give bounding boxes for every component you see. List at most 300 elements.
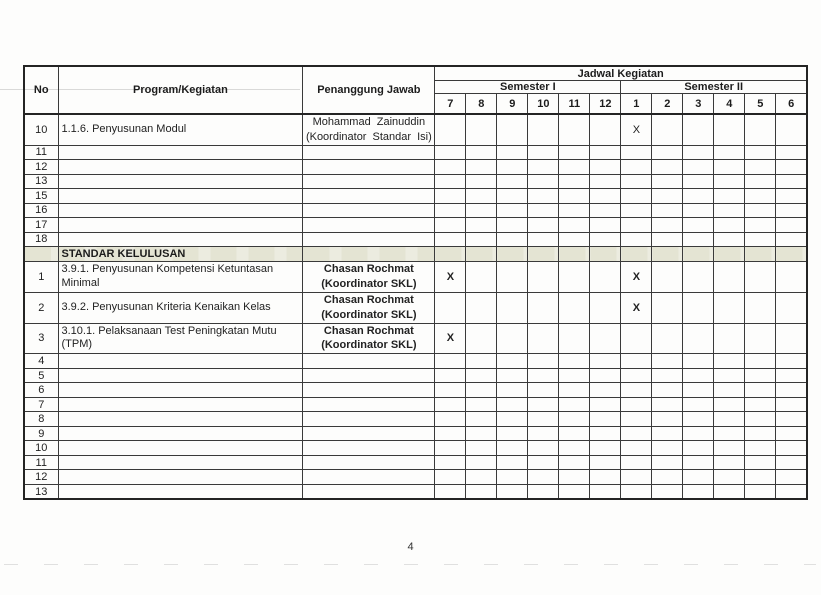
table-row: [24, 455, 807, 470]
month-cell: [776, 160, 807, 175]
month-cell: [683, 203, 714, 218]
month-cell: [497, 160, 528, 175]
month-cell: [745, 412, 776, 427]
penanggung-cell: [303, 203, 435, 218]
penanggung-role: (Koordinator SKL): [321, 339, 417, 352]
month-cell: [621, 160, 652, 175]
month-cell: [497, 455, 528, 470]
month-cell: [466, 189, 497, 204]
program-cell: [58, 397, 303, 412]
month-cell: [590, 323, 621, 354]
month-cell: [745, 262, 776, 293]
month-cell: [652, 189, 683, 204]
month-cell: [621, 412, 652, 427]
month-cell: [652, 470, 683, 485]
month-cell: [497, 114, 528, 145]
month-cell: [683, 426, 714, 441]
month-cell: [497, 189, 528, 204]
month-cell: [776, 114, 807, 145]
month-cell: [745, 426, 776, 441]
month-cell: [466, 470, 497, 485]
month-cell: [652, 160, 683, 175]
month-cell: [466, 484, 497, 499]
month-cell: [776, 247, 807, 262]
month-cell: [683, 470, 714, 485]
month-cell: [621, 232, 652, 247]
month-cell: [559, 412, 590, 427]
col-header-semester-1: Semester I: [435, 81, 621, 94]
month-cell: [776, 455, 807, 470]
penanggung-cell: [303, 323, 435, 354]
table-row: [24, 232, 807, 247]
month-cell: [745, 354, 776, 369]
month-cell: [776, 232, 807, 247]
month-cell: [714, 455, 745, 470]
month-cell: [621, 470, 652, 485]
month-cell: [714, 323, 745, 354]
table-row: [24, 160, 807, 175]
month-cell: [652, 441, 683, 456]
penanggung-cell: [303, 412, 435, 427]
penanggung-cell: [303, 354, 435, 369]
month-cell: [497, 232, 528, 247]
month-cell: [776, 174, 807, 189]
month-cell: [559, 397, 590, 412]
month-cell: [497, 354, 528, 369]
month-cell: [714, 354, 745, 369]
month-cell: [559, 470, 590, 485]
month-cell: [652, 323, 683, 354]
program-cell: [58, 470, 303, 485]
month-cell: [621, 397, 652, 412]
month-cell: [621, 203, 652, 218]
row-no-cell: 15: [24, 189, 58, 204]
month-cell: [714, 247, 745, 262]
month-cell: [466, 323, 497, 354]
month-cell: [652, 455, 683, 470]
month-cell: [776, 262, 807, 293]
row-no-cell: 6: [24, 383, 58, 398]
col-header-month: 10: [528, 94, 559, 115]
month-cell: [590, 218, 621, 233]
month-cell: [652, 368, 683, 383]
month-cell: [776, 470, 807, 485]
month-cell: [590, 368, 621, 383]
table-row: [24, 470, 807, 485]
month-cell: [590, 383, 621, 398]
month-cell: [559, 203, 590, 218]
col-header-month: 11: [559, 94, 590, 115]
penanggung-cell: [303, 160, 435, 175]
month-cell: [590, 174, 621, 189]
header-row-jadwal: [24, 66, 807, 81]
month-cell: [435, 189, 466, 204]
schedule-table: [23, 65, 808, 500]
month-cell: [776, 323, 807, 354]
month-cell: [745, 232, 776, 247]
col-header-month: 6: [776, 94, 807, 115]
month-cell: [528, 368, 559, 383]
month-cell: [435, 292, 466, 323]
section-title: STANDAR KELULUSAN: [58, 247, 303, 262]
row-no-cell: 7: [24, 397, 58, 412]
month-cell: [528, 397, 559, 412]
month-cell: [714, 470, 745, 485]
row-no-cell: 2: [24, 292, 58, 323]
month-cell: [683, 441, 714, 456]
row-no-cell: 3: [24, 323, 58, 354]
month-cell: [528, 247, 559, 262]
month-cell: [559, 455, 590, 470]
penanggung-name: Chasan Rochmat: [323, 263, 414, 276]
month-cell: [435, 441, 466, 456]
month-cell: [714, 174, 745, 189]
month-cell: [435, 354, 466, 369]
month-cell: [590, 292, 621, 323]
table-row: [24, 441, 807, 456]
row-no-cell: 1: [24, 262, 58, 293]
month-cell: [714, 145, 745, 160]
month-cell: [497, 218, 528, 233]
month-cell: [621, 354, 652, 369]
month-cell: [590, 470, 621, 485]
month-cell: [435, 203, 466, 218]
page-number: 4: [407, 541, 414, 553]
month-cell: [497, 426, 528, 441]
program-cell: [58, 441, 303, 456]
month-cell: [528, 470, 559, 485]
col-header-month: 5: [745, 94, 776, 115]
month-cell: [466, 114, 497, 145]
row-no-cell: 11: [24, 145, 58, 160]
month-cell: [528, 145, 559, 160]
col-header-no: No: [24, 66, 58, 114]
schedule-mark-cell: X: [435, 323, 466, 354]
month-cell: [466, 368, 497, 383]
col-header-month: 4: [714, 94, 745, 115]
program-cell: [58, 232, 303, 247]
month-cell: [776, 426, 807, 441]
table-row: [24, 323, 807, 354]
month-cell: [652, 114, 683, 145]
month-cell: [683, 174, 714, 189]
table-row: [24, 174, 807, 189]
month-cell: [683, 354, 714, 369]
month-cell: [466, 160, 497, 175]
month-cell: [497, 470, 528, 485]
month-cell: [528, 203, 559, 218]
col-header-penanggung: Penanggung Jawab: [303, 66, 435, 114]
month-cell: [528, 323, 559, 354]
month-cell: [559, 441, 590, 456]
month-cell: [435, 455, 466, 470]
month-cell: [559, 218, 590, 233]
month-cell: [497, 145, 528, 160]
penanggung-name: Mohammad Zainuddin: [312, 116, 426, 128]
month-cell: [466, 145, 497, 160]
month-cell: [435, 470, 466, 485]
program-cell: [58, 160, 303, 175]
month-cell: [745, 145, 776, 160]
row-no-cell: 13: [24, 174, 58, 189]
col-header-semester-2: Semester II: [621, 81, 807, 94]
penanggung-cell: [303, 114, 435, 145]
col-header-jadwal: Jadwal Kegiatan: [435, 66, 807, 81]
month-cell: [590, 441, 621, 456]
month-cell: [652, 174, 683, 189]
month-cell: [745, 247, 776, 262]
month-cell: [466, 441, 497, 456]
penanggung-name: Chasan Rochmat: [323, 293, 414, 306]
month-cell: [745, 160, 776, 175]
table-row: [24, 383, 807, 398]
month-cell: [528, 114, 559, 145]
month-cell: [683, 383, 714, 398]
schedule-mark-cell: X: [621, 114, 652, 145]
penanggung-role: (Koordinator SKL): [321, 278, 417, 291]
month-cell: [559, 145, 590, 160]
month-cell: [714, 203, 745, 218]
month-cell: [466, 455, 497, 470]
row-no-cell: 9: [24, 426, 58, 441]
month-cell: [776, 412, 807, 427]
month-cell: [745, 218, 776, 233]
month-cell: [652, 203, 683, 218]
month-cell: [745, 455, 776, 470]
col-header-month: 3: [683, 94, 714, 115]
month-cell: [590, 426, 621, 441]
month-cell: [528, 262, 559, 293]
row-no-cell: 10: [24, 114, 58, 145]
month-cell: [559, 174, 590, 189]
col-header-month: 1: [621, 94, 652, 115]
month-cell: [714, 232, 745, 247]
month-cell: [497, 203, 528, 218]
month-cell: [776, 397, 807, 412]
month-cell: [652, 218, 683, 233]
col-header-month: 2: [652, 94, 683, 115]
penanggung-cell: [303, 232, 435, 247]
month-cell: [776, 189, 807, 204]
program-cell: [58, 383, 303, 398]
month-cell: [528, 455, 559, 470]
month-cell: [652, 383, 683, 398]
row-no-cell: 13: [24, 484, 58, 499]
month-cell: [745, 470, 776, 485]
program-cell: [58, 484, 303, 499]
program-cell: [58, 218, 303, 233]
table-row: [24, 292, 807, 323]
month-cell: [435, 383, 466, 398]
program-cell: [58, 174, 303, 189]
month-cell: [745, 114, 776, 145]
month-cell: [714, 292, 745, 323]
month-cell: [745, 174, 776, 189]
penanggung-name: Chasan Rochmat: [323, 324, 414, 337]
month-cell: [528, 292, 559, 323]
program-cell: [58, 203, 303, 218]
month-cell: [683, 368, 714, 383]
month-cell: [559, 383, 590, 398]
penanggung-cell: [303, 247, 435, 262]
row-no-cell: 12: [24, 470, 58, 485]
table-row: [24, 203, 807, 218]
month-cell: [652, 145, 683, 160]
table-row: [24, 189, 807, 204]
month-cell: [497, 323, 528, 354]
penanggung-cell: [303, 484, 435, 499]
month-cell: [590, 247, 621, 262]
month-cell: [745, 323, 776, 354]
month-cell: [745, 189, 776, 204]
month-cell: [559, 232, 590, 247]
month-cell: [652, 426, 683, 441]
month-cell: [776, 203, 807, 218]
program-cell: 1.1.6. Penyusunan Modul: [58, 114, 303, 145]
program-cell: [58, 455, 303, 470]
month-cell: [559, 426, 590, 441]
month-cell: [745, 203, 776, 218]
month-cell: [776, 292, 807, 323]
row-no-cell: 16: [24, 203, 58, 218]
month-cell: [621, 174, 652, 189]
month-cell: [683, 397, 714, 412]
penanggung-cell: [303, 470, 435, 485]
month-cell: [466, 292, 497, 323]
month-cell: [590, 160, 621, 175]
month-cell: [683, 114, 714, 145]
month-cell: [497, 397, 528, 412]
month-cell: [714, 189, 745, 204]
month-cell: [497, 174, 528, 189]
program-cell: [58, 189, 303, 204]
month-cell: [590, 232, 621, 247]
program-cell: 3.9.2. Penyusunan Kriteria Kenaikan Kelas: [58, 292, 303, 323]
month-cell: [590, 397, 621, 412]
month-cell: [435, 160, 466, 175]
month-cell: [745, 397, 776, 412]
month-cell: [621, 383, 652, 398]
section-header-row: [24, 247, 807, 262]
month-cell: [528, 484, 559, 499]
month-cell: [590, 412, 621, 427]
month-cell: [590, 484, 621, 499]
month-cell: [590, 189, 621, 204]
month-cell: [590, 145, 621, 160]
month-cell: [435, 174, 466, 189]
col-header-month: 8: [466, 94, 497, 115]
month-cell: [683, 292, 714, 323]
month-cell: [528, 426, 559, 441]
month-cell: [776, 383, 807, 398]
month-cell: [745, 441, 776, 456]
month-cell: [621, 189, 652, 204]
month-cell: [466, 383, 497, 398]
month-cell: [652, 232, 683, 247]
month-cell: [683, 455, 714, 470]
month-cell: [435, 145, 466, 160]
month-cell: [497, 247, 528, 262]
row-no-cell: 4: [24, 354, 58, 369]
month-cell: [435, 218, 466, 233]
month-cell: [621, 145, 652, 160]
month-cell: [621, 323, 652, 354]
month-cell: [435, 397, 466, 412]
month-cell: [528, 383, 559, 398]
row-no-cell: 17: [24, 218, 58, 233]
month-cell: [466, 412, 497, 427]
month-cell: [683, 189, 714, 204]
col-header-month: 7: [435, 94, 466, 115]
month-cell: [559, 292, 590, 323]
month-cell: [590, 114, 621, 145]
row-no-cell: [24, 247, 58, 262]
month-cell: [466, 247, 497, 262]
month-cell: [776, 145, 807, 160]
month-cell: [776, 218, 807, 233]
month-cell: [714, 383, 745, 398]
month-cell: [714, 484, 745, 499]
penanggung-cell: [303, 189, 435, 204]
month-cell: [528, 412, 559, 427]
row-no-cell: 5: [24, 368, 58, 383]
month-cell: [714, 160, 745, 175]
month-cell: [652, 484, 683, 499]
penanggung-cell: [303, 397, 435, 412]
month-cell: [776, 441, 807, 456]
schedule-mark-cell: X: [621, 292, 652, 323]
month-cell: [435, 232, 466, 247]
month-cell: [714, 114, 745, 145]
month-cell: [714, 441, 745, 456]
month-cell: [683, 412, 714, 427]
table-row: [24, 426, 807, 441]
month-cell: [745, 383, 776, 398]
scan-artifact-line: [4, 564, 816, 565]
penanggung-cell: [303, 262, 435, 293]
month-cell: [714, 397, 745, 412]
penanggung-cell: [303, 383, 435, 398]
month-cell: [466, 354, 497, 369]
row-no-cell: 11: [24, 455, 58, 470]
month-cell: [559, 262, 590, 293]
month-cell: [528, 174, 559, 189]
col-header-program: Program/Kegiatan: [58, 66, 303, 114]
table-row: [24, 262, 807, 293]
program-cell: [58, 368, 303, 383]
month-cell: [528, 354, 559, 369]
month-cell: [621, 247, 652, 262]
month-cell: [497, 484, 528, 499]
month-cell: [528, 189, 559, 204]
month-cell: [559, 368, 590, 383]
month-cell: [683, 232, 714, 247]
table-row: [24, 484, 807, 499]
table-row: [24, 368, 807, 383]
month-cell: [528, 232, 559, 247]
month-cell: [590, 354, 621, 369]
month-cell: [714, 218, 745, 233]
program-cell: 3.9.1. Penyusunan Kompetensi Ketuntasan Minimal: [58, 262, 303, 293]
month-cell: [652, 292, 683, 323]
month-cell: [683, 323, 714, 354]
month-cell: [683, 262, 714, 293]
penanggung-role: (Koordinator SKL): [321, 308, 417, 321]
month-cell: [714, 412, 745, 427]
month-cell: [776, 368, 807, 383]
row-no-cell: 12: [24, 160, 58, 175]
table-row: [24, 218, 807, 233]
